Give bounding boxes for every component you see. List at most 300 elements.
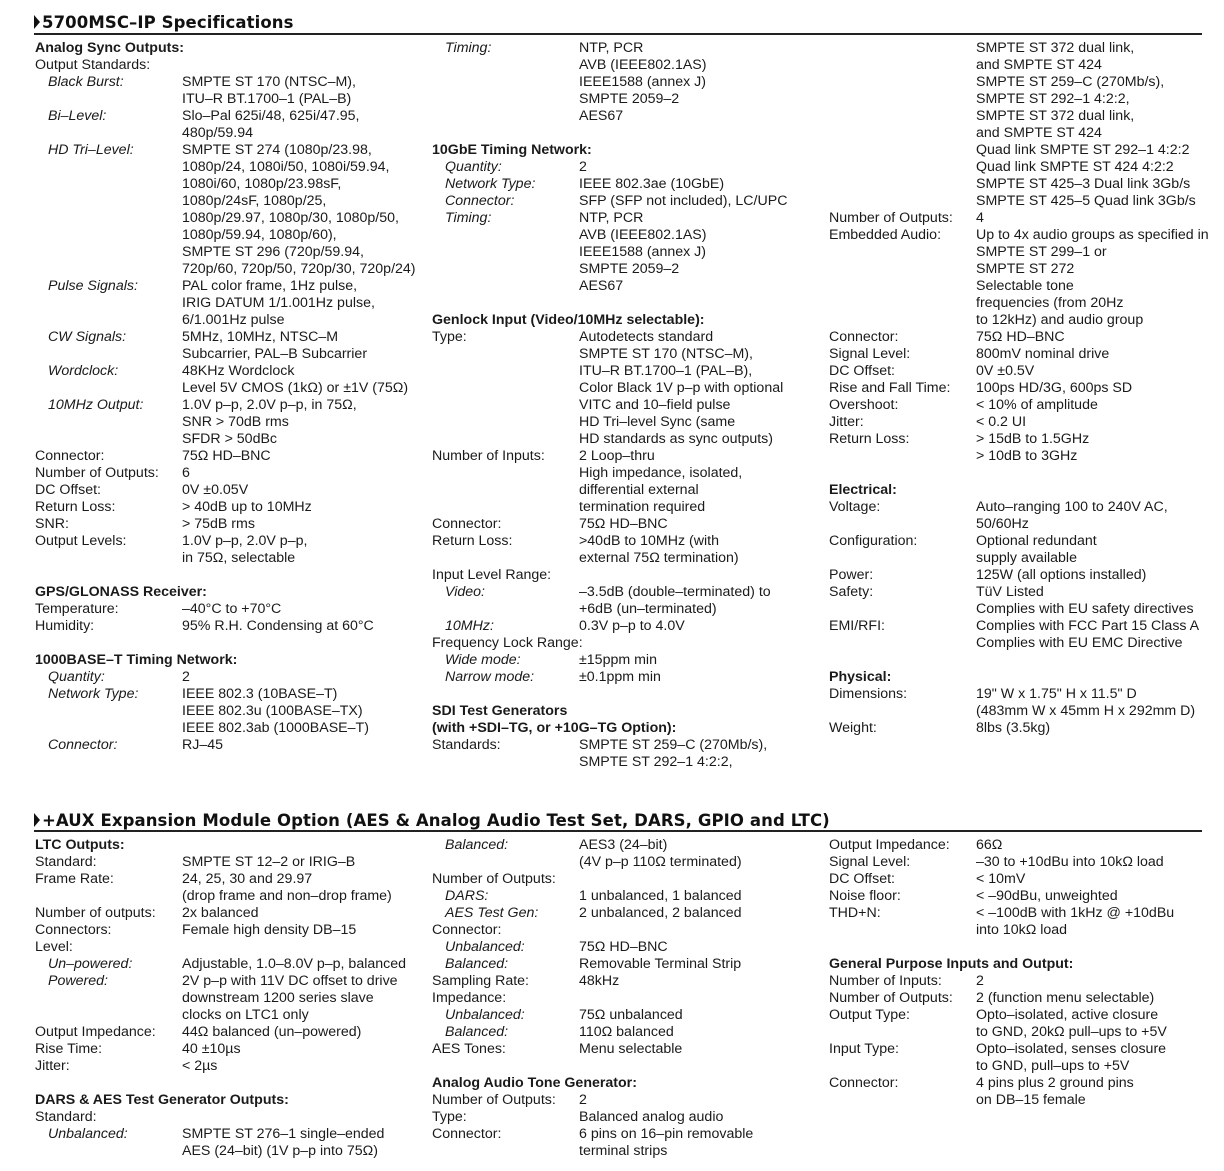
spec-label: CW Signals: — [48, 329, 127, 345]
spec-value: Selectable tone — [976, 278, 1074, 294]
spec-row — [35, 1143, 415, 1160]
spec-value: IEEE 802.3 (10BASE–T) — [182, 686, 338, 702]
spacer — [432, 686, 812, 703]
spec-label: Return Loss: — [432, 533, 513, 549]
spec-label: Overshoot: — [829, 397, 899, 413]
spec-label: Unbalanced: — [445, 939, 525, 955]
spec-value: supply available — [976, 550, 1077, 566]
spec-row — [432, 159, 812, 176]
spec-row — [829, 618, 1209, 635]
spec-value: external 75Ω termination) — [579, 550, 739, 566]
spec-label: Video: — [445, 584, 485, 600]
spec-value: 48kHz — [579, 973, 620, 989]
spec-value: IRIG DATUM 1/1.001Hz pulse, — [182, 295, 375, 311]
spec-row — [829, 1058, 1209, 1075]
spec-label: Jitter: — [829, 414, 864, 430]
spec-row — [35, 1126, 415, 1143]
spec-value: 2 Loop–thru — [579, 448, 655, 464]
spec-row — [432, 1041, 812, 1058]
spec-row — [35, 956, 415, 973]
spec-value: AES (24–bit) (1V p–p into 75Ω) — [182, 1143, 378, 1159]
spec-row — [829, 1024, 1209, 1041]
spec-row — [35, 363, 415, 380]
spec-value: 6/1.001Hz pulse — [182, 312, 285, 328]
spec-value: 19" W x 1.75" H x 11.5" D — [976, 686, 1137, 702]
spec-value: 6 — [182, 465, 190, 481]
spec-label: Output Type: — [829, 1007, 910, 1023]
spec-row — [432, 854, 812, 871]
spec-row — [829, 567, 1209, 584]
spec-row — [35, 499, 415, 516]
spec-group-heading: DARS & AES Test Generator Outputs: — [35, 1092, 289, 1108]
spec-value: < 10mV — [976, 871, 1026, 887]
spec-label: Rise Time: — [35, 1041, 103, 1057]
spec-row — [829, 91, 1209, 108]
spec-label: Network Type: — [48, 686, 139, 702]
spec-value: terminal strips — [579, 1143, 668, 1159]
spec-row — [35, 57, 415, 74]
spec-label: Balanced: — [445, 837, 509, 853]
spec-label: DC Offset: — [35, 482, 101, 498]
spec-row — [829, 499, 1209, 516]
spec-row — [829, 397, 1209, 414]
spacer — [829, 652, 1209, 669]
spec-label: SNR: — [35, 516, 69, 532]
spec-value: SMPTE ST 259–C (270Mb/s), — [579, 737, 768, 753]
spec-group-row — [432, 720, 812, 737]
spec-group-heading: General Purpose Inputs and Output: — [829, 956, 1074, 972]
spec-row — [829, 533, 1209, 550]
spec-value: 66Ω — [976, 837, 1003, 853]
spec-label: AES Tones: — [432, 1041, 506, 1057]
spec-value: SFP (SFP not included), LC/UPC — [579, 193, 788, 209]
spec-row — [432, 550, 812, 567]
spec-group-heading: SDI Test Generators — [432, 703, 568, 719]
spec-label: 10MHz: — [445, 618, 494, 634]
spec-row — [432, 1109, 812, 1126]
spec-row — [35, 550, 415, 567]
spec-value: 2 — [976, 973, 984, 989]
spec-label: Number of Inputs: — [829, 973, 942, 989]
spacer — [829, 465, 1209, 482]
spec-row — [35, 686, 415, 703]
spec-value: High impedance, isolated, — [579, 465, 743, 481]
aux-column-2 — [432, 837, 812, 1160]
spec-row — [35, 210, 415, 227]
spec-row — [35, 312, 415, 329]
spec-value: IEEE 802.3ab (1000BASE–T) — [182, 720, 369, 736]
spec-value: 48KHz Wordclock — [182, 363, 295, 379]
spec-label: Black Burst: — [48, 74, 124, 90]
spec-row — [829, 193, 1209, 210]
spec-label: Type: — [432, 1109, 467, 1125]
spec-value: 1080i/60, 1080p/23.98sF, — [182, 176, 342, 192]
spec-value: Adjustable, 1.0–8.0V p–p, balanced — [182, 956, 407, 972]
spec-label: Weight: — [829, 720, 877, 736]
spec-value: Subcarrier, PAL–B Subcarrier — [182, 346, 368, 362]
spec-value: 4 pins plus 2 ground pins — [976, 1075, 1134, 1091]
spec-value: PAL color frame, 1Hz pulse, — [182, 278, 358, 294]
spec-row — [829, 1092, 1209, 1109]
spec-value: Color Black 1V p–p with optional — [579, 380, 784, 396]
spec-row — [35, 905, 415, 922]
aux-column-1 — [35, 837, 415, 1160]
spec-row — [35, 720, 415, 737]
spec-row — [829, 601, 1209, 618]
spec-row — [35, 1041, 415, 1058]
spec-value: 1080p/24, 1080i/50, 1080i/59.94, — [182, 159, 390, 175]
spec-value: into 10kΩ load — [976, 922, 1068, 938]
spec-row — [35, 227, 415, 244]
spec-label: Balanced: — [445, 956, 509, 972]
spec-label: 10MHz Output: — [48, 397, 144, 413]
spec-label: Return Loss: — [35, 499, 116, 515]
spec-value: Removable Terminal Strip — [579, 956, 742, 972]
spec-row — [432, 431, 812, 448]
spec-value: IEEE 802.3u (100BASE–TX) — [182, 703, 363, 719]
spec-label: DC Offset: — [829, 363, 895, 379]
spec-row — [432, 1092, 812, 1109]
spec-value: 480p/59.94 — [182, 125, 254, 141]
spec-label: Temperature: — [35, 601, 119, 617]
spec-value: Menu selectable — [579, 1041, 683, 1057]
spec-row — [35, 888, 415, 905]
spec-row — [35, 159, 415, 176]
spec-row — [829, 837, 1209, 854]
spec-row — [35, 448, 415, 465]
spec-value: 2V p–p with 11V DC offset to drive — [182, 973, 398, 989]
spec-value: to GND, 20kΩ pull–ups to +5V — [976, 1024, 1167, 1040]
spec-label: Timing: — [445, 210, 492, 226]
spec-value: IEEE 802.3ae (10GbE) — [579, 176, 725, 192]
spec-group-row — [35, 1092, 415, 1109]
spec-row — [829, 1075, 1209, 1092]
spec-label: Sampling Rate: — [432, 973, 529, 989]
spec-value: 1 unbalanced, 1 balanced — [579, 888, 742, 904]
spec-label: Balanced: — [445, 1024, 509, 1040]
spec-label: Dimensions: — [829, 686, 908, 702]
spec-value: 8lbs (3.5kg) — [976, 720, 1051, 736]
spec-value: to 12kHz) and audio group — [976, 312, 1144, 328]
spec-value: and SMPTE ST 424 — [976, 125, 1102, 141]
spec-label: Unbalanced: — [48, 1126, 128, 1142]
spec-label: Return Loss: — [829, 431, 910, 447]
spec-row — [432, 871, 812, 888]
spec-value: SMPTE ST 299–1 or — [976, 244, 1107, 260]
spec-label: Quantity: — [48, 669, 105, 685]
spec-row — [829, 176, 1209, 193]
triangle-marker-icon — [34, 813, 40, 827]
spec-value: AVB (IEEE802.1AS) — [579, 57, 707, 73]
spec-label: Rise and Fall Time: — [829, 380, 951, 396]
spec-group-row — [35, 584, 415, 601]
spec-row — [35, 91, 415, 108]
spec-row — [432, 40, 812, 57]
spec-row — [432, 567, 812, 584]
spec-row — [35, 618, 415, 635]
spec-label: THD+N: — [829, 905, 881, 921]
spec-row — [829, 159, 1209, 176]
spec-value: –30 to +10dBu into 10kΩ load — [976, 854, 1164, 870]
spec-value: 75Ω HD–BNC — [976, 329, 1065, 345]
spec-row — [829, 635, 1209, 652]
spec-row — [829, 686, 1209, 703]
spec-row — [432, 652, 812, 669]
spec-value: 1080p/59.94, 1080p/60), — [182, 227, 337, 243]
spec-value: 24, 25, 30 and 29.97 — [182, 871, 313, 887]
spec-value: 40 ±10µs — [182, 1041, 241, 1057]
spec-label: Connector: — [445, 193, 515, 209]
spec-value: SMPTE ST 292–1 4:2:2, — [579, 754, 733, 770]
spec-value: SMPTE ST 12–2 or IRIG–B — [182, 854, 356, 870]
spec-value: differential external — [579, 482, 699, 498]
spec-value: Autodetects standard — [579, 329, 714, 345]
spec-value: 0V ±0.5V — [976, 363, 1035, 379]
spec-label: Number of outputs: — [35, 905, 156, 921]
spec-value: < –100dB with 1kHz @ +10dBu — [976, 905, 1175, 921]
spec-row — [432, 990, 812, 1007]
spec-value: 75Ω HD–BNC — [579, 516, 668, 532]
spec-row — [432, 91, 812, 108]
spec-value: 6 pins on 16–pin removable — [579, 1126, 754, 1142]
spec-row — [829, 431, 1209, 448]
spec-row — [829, 584, 1209, 601]
spec-row — [829, 244, 1209, 261]
spec-label: Output Impedance: — [35, 1024, 156, 1040]
spec-value: >40dB to 10MHz (with — [579, 533, 719, 549]
section-divider — [34, 830, 1202, 832]
spec-row — [829, 922, 1209, 939]
spec-value: 1.0V p–p, 2.0V p–p, in 75Ω, — [182, 397, 357, 413]
spec-value: HD Tri–level Sync (same — [579, 414, 736, 430]
section-title-specifications — [34, 13, 294, 32]
spec-label: Embedded Audio: — [829, 227, 942, 243]
spec-value: 2 — [579, 159, 587, 175]
spec-row — [432, 176, 812, 193]
spec-row — [432, 1024, 812, 1041]
spec-value: (483mm W x 45mm H x 292mm D) — [976, 703, 1196, 719]
spec-row — [432, 939, 812, 956]
spec-label: Output Impedance: — [829, 837, 950, 853]
spec-group-row — [829, 956, 1209, 973]
spec-value: –40°C to +70°C — [182, 601, 282, 617]
section-title-text: +AUX Expansion Module Option (AES & Analog Audio Test Set, DARS, GPIO and LTC) — [42, 811, 830, 830]
spec-row — [829, 550, 1209, 567]
spec-row — [432, 837, 812, 854]
spec-value: Level 5V CMOS (1kΩ) or ±1V (75Ω) — [182, 380, 409, 396]
spec-value: RJ–45 — [182, 737, 224, 753]
spec-row — [432, 193, 812, 210]
spec-label: Input Type: — [829, 1041, 899, 1057]
spec-label: Wide mode: — [445, 652, 521, 668]
spec-value: 800mV nominal drive — [976, 346, 1110, 362]
spec-row — [829, 346, 1209, 363]
spec-row — [35, 346, 415, 363]
spec-value: Quad link SMPTE ST 292–1 4:2:2 — [976, 142, 1190, 158]
spec-label: DARS: — [445, 888, 489, 904]
spec-row — [35, 329, 415, 346]
spec-row — [432, 448, 812, 465]
spec-row — [35, 533, 415, 550]
spec-value: 2 unbalanced, 2 balanced — [579, 905, 742, 921]
spec-row — [35, 737, 415, 754]
spec-value: 5MHz, 10MHz, NTSC–M — [182, 329, 339, 345]
spec-value: 75Ω HD–BNC — [182, 448, 271, 464]
spec-row — [432, 584, 812, 601]
spec-row — [432, 956, 812, 973]
aux-column-3 — [829, 837, 1209, 1109]
spec-label: Narrow mode: — [445, 669, 535, 685]
spec-row — [432, 465, 812, 482]
spec-row — [829, 142, 1209, 159]
spec-label: Number of Outputs: — [829, 990, 953, 1006]
spec-row — [432, 1007, 812, 1024]
spec-value: to GND, pull–ups to +5V — [976, 1058, 1130, 1074]
spec-value: 0.3V p–p to 4.0V — [579, 618, 685, 634]
spec-value: > 15dB to 1.5GHz — [976, 431, 1090, 447]
spec-group-row — [829, 482, 1209, 499]
spec-value: 2x balanced — [182, 905, 259, 921]
spec-value: Balanced analog audio — [579, 1109, 724, 1125]
spec-row — [432, 922, 812, 939]
spec-row — [829, 871, 1209, 888]
spacer — [35, 1075, 415, 1092]
spec-row — [432, 516, 812, 533]
spec-group-heading: (with +SDI–TG, or +10G–TG Option): — [432, 720, 677, 736]
spec-value: < 10% of amplitude — [976, 397, 1098, 413]
spec-row — [432, 261, 812, 278]
spec-value: downstream 1200 series slave — [182, 990, 374, 1006]
spec-row — [829, 278, 1209, 295]
spec-label: Connector: — [432, 516, 502, 532]
spec-label: Number of Outputs: — [829, 210, 953, 226]
spec-row — [829, 108, 1209, 125]
spec-group-heading: GPS/GLONASS Receiver: — [35, 584, 207, 600]
spec-label: Wordclock: — [48, 363, 119, 379]
spec-value: 44Ω balanced (un–powered) — [182, 1024, 362, 1040]
spec-group-row — [829, 669, 1209, 686]
spec-row — [432, 888, 812, 905]
spec-label: Signal Level: — [829, 346, 911, 362]
spec-value: NTP, PCR — [579, 210, 644, 226]
spec-row — [35, 431, 415, 448]
spec-value: < –90dBu, unweighted — [976, 888, 1118, 904]
spec-value: SMPTE ST 292–1 4:2:2, — [976, 91, 1130, 107]
spec-row — [35, 108, 415, 125]
spec-row — [829, 125, 1209, 142]
spec-label: Bi–Level: — [48, 108, 107, 124]
spec-row — [432, 74, 812, 91]
spec-label: Frequency Lock Range: — [432, 635, 583, 651]
spec-row — [432, 346, 812, 363]
spec-row — [829, 312, 1209, 329]
spec-value: AES3 (24–bit) — [579, 837, 668, 853]
spec-row — [35, 854, 415, 871]
spec-value: VITC and 10–field pulse — [579, 397, 731, 413]
spec-row — [35, 176, 415, 193]
spec-value: 2 (function menu selectable) — [976, 990, 1155, 1006]
spec-value: (4V p–p 110Ω terminated) — [579, 854, 742, 870]
spec-value: ±0.1ppm min — [579, 669, 661, 685]
spec-row — [35, 397, 415, 414]
spacer — [432, 295, 812, 312]
spec-value: Complies with EU safety directives — [976, 601, 1194, 617]
spec-value: Complies with EU EMC Directive — [976, 635, 1183, 651]
spec-value: SMPTE ST 425–5 Quad link 3Gb/s — [976, 193, 1196, 209]
spec-row — [35, 380, 415, 397]
spec-column-2 — [432, 40, 812, 771]
spec-label: Connector: — [432, 922, 502, 938]
spec-row — [35, 601, 415, 618]
spec-value: ±15ppm min — [579, 652, 657, 668]
spec-value: SMPTE 2059–2 — [579, 261, 680, 277]
spec-value: termination required — [579, 499, 706, 515]
spec-value: Opto–isolated, active closure — [976, 1007, 1159, 1023]
spec-label: Signal Level: — [829, 854, 911, 870]
spec-row — [432, 363, 812, 380]
spec-value: 50/60Hz — [976, 516, 1029, 532]
spec-label: Connector: — [432, 1126, 502, 1142]
spec-row — [35, 142, 415, 159]
spec-value: and SMPTE ST 424 — [976, 57, 1102, 73]
spec-value: in 75Ω, selectable — [182, 550, 296, 566]
spec-value: Quad link SMPTE ST 424 4:2:2 — [976, 159, 1174, 175]
spec-row — [829, 227, 1209, 244]
spec-value: SMPTE ST 170 (NTSC–M), — [579, 346, 753, 362]
spec-group-heading: Analog Audio Tone Generator: — [432, 1075, 637, 1091]
spec-group-heading: Analog Sync Outputs: — [35, 40, 184, 56]
spec-row — [829, 1007, 1209, 1024]
spec-row — [432, 482, 812, 499]
spec-label: Number of Inputs: — [432, 448, 545, 464]
spec-row — [432, 210, 812, 227]
spec-value: SFDR > 50dBc — [182, 431, 278, 447]
section-title-text: 5700MSC–IP Specifications — [42, 13, 294, 32]
spec-label: Output Standards: — [35, 57, 151, 73]
spec-group-heading: Electrical: — [829, 482, 897, 498]
spec-label: Safety: — [829, 584, 874, 600]
spec-value: 0V ±0.05V — [182, 482, 249, 498]
spec-label: Un–powered: — [48, 956, 133, 972]
spec-value: HD standards as sync outputs) — [579, 431, 773, 447]
spec-value: Up to 4x audio groups as specified in — [976, 227, 1209, 243]
spec-label: Powered: — [48, 973, 108, 989]
spec-value: on DB–15 female — [976, 1092, 1086, 1108]
spec-value: SMPTE ST 296 (720p/59.94, — [182, 244, 364, 260]
spec-label: Connector: — [829, 329, 899, 345]
spec-group-heading: 10GbE Timing Network: — [432, 142, 592, 158]
spec-label: Humidity: — [35, 618, 95, 634]
spec-row — [35, 703, 415, 720]
spec-row — [35, 1007, 415, 1024]
spec-row — [829, 261, 1209, 278]
spec-value: Female high density DB–15 — [182, 922, 357, 938]
spec-row — [35, 1024, 415, 1041]
spec-value: < 0.2 UI — [976, 414, 1027, 430]
spec-group-row — [35, 652, 415, 669]
spec-row — [829, 905, 1209, 922]
spec-group-row — [432, 312, 812, 329]
spec-value: SMPTE 2059–2 — [579, 91, 680, 107]
spec-value: Optional redundant — [976, 533, 1097, 549]
spec-row — [35, 261, 415, 278]
spec-row — [35, 278, 415, 295]
spec-group-heading: LTC Outputs: — [35, 837, 125, 853]
spec-row — [35, 1058, 415, 1075]
spec-value: 75Ω unbalanced — [579, 1007, 683, 1023]
spec-row — [432, 737, 812, 754]
spec-value: SMPTE ST 425–3 Dual link 3Gb/s — [976, 176, 1191, 192]
